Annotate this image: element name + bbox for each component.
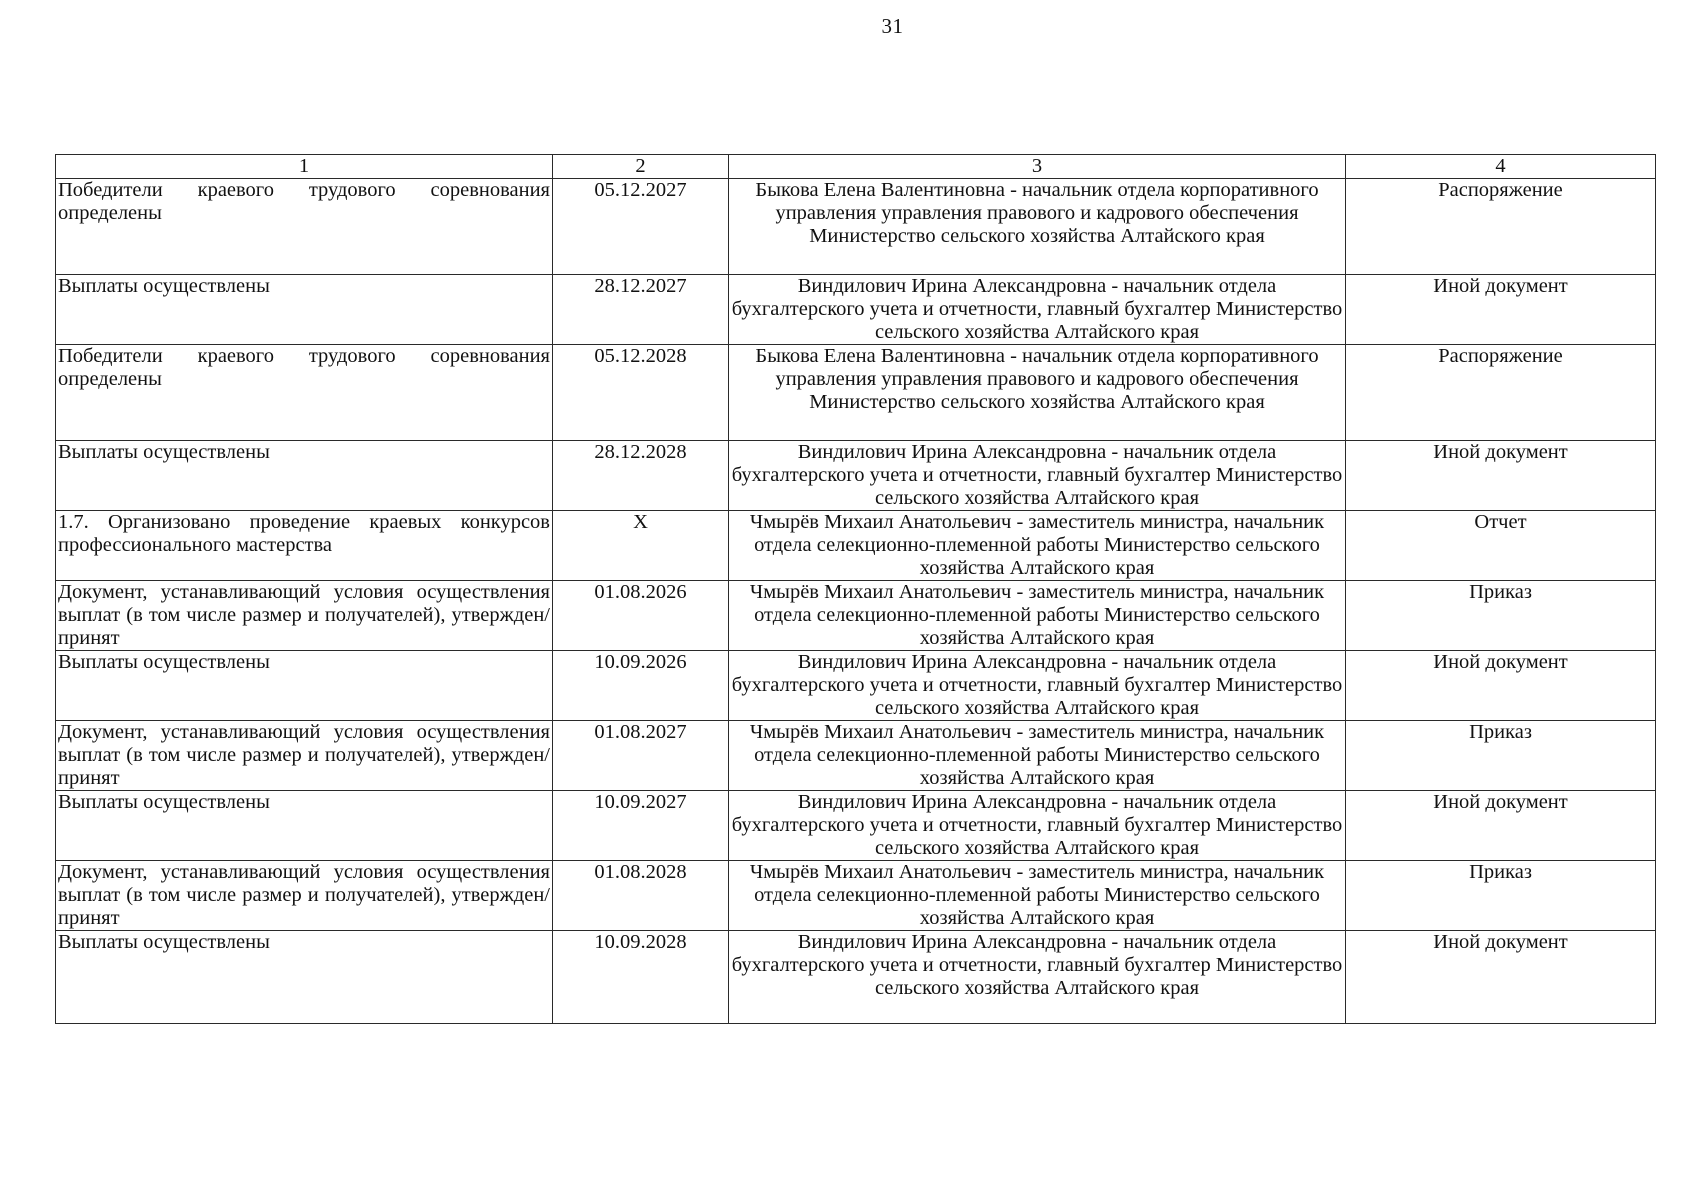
date-cell: 05.12.2028: [553, 345, 729, 441]
result-cell: Победители краевого трудового соревнования определены: [56, 345, 553, 441]
date-cell: X: [553, 511, 729, 581]
table-row: [56, 721, 1656, 791]
responsible-cell: Виндилович Ирина Александровна - начальник отдела бухгалтерского учета и отчетности, главный бухгалтер Министерство сельского хозяйства Алтайского края: [729, 791, 1346, 861]
table-row: [56, 441, 1656, 511]
responsible-cell: Чмырёв Михаил Анатольевич - заместитель министра, начальник отдела селекционно-племенной работы Министерство сельского хозяйства Алтайского края: [729, 511, 1346, 581]
responsible-cell: Виндилович Ирина Александровна - начальник отдела бухгалтерского учета и отчетности, главный бухгалтер Министерство сельского хозяйства Алтайского края: [729, 651, 1346, 721]
document-type-cell: Отчет: [1346, 511, 1656, 581]
responsible-cell: Виндилович Ирина Александровна - начальник отдела бухгалтерского учета и отчетности, главный бухгалтер Министерство сельского хозяйства Алтайского края: [729, 931, 1346, 1024]
result-cell: Победители краевого трудового соревнования определены: [56, 179, 553, 275]
responsible-cell: Чмырёв Михаил Анатольевич - заместитель министра, начальник отдела селекционно-племенной работы Министерство сельского хозяйства Алтайского края: [729, 721, 1346, 791]
table-row: [56, 581, 1656, 651]
date-cell: 28.12.2028: [553, 441, 729, 511]
result-cell: Документ, устанавливающий условия осуществления выплат (в том числе размер и получателей), утвержден/принят: [56, 581, 553, 651]
document-type-cell: Распоряжение: [1346, 179, 1656, 275]
date-cell: 10.09.2028: [553, 931, 729, 1024]
plan-table: [55, 154, 1656, 1024]
table-row: [56, 345, 1656, 441]
document-type-cell: Иной документ: [1346, 931, 1656, 1024]
document-type-cell: Приказ: [1346, 861, 1656, 931]
date-cell: 01.08.2027: [553, 721, 729, 791]
responsible-cell: Быкова Елена Валентиновна - начальник отдела корпоративного управления управления правового и кадрового обеспечения Министерство сельского хозяйства Алтайского края: [729, 179, 1346, 275]
table-row: [56, 511, 1656, 581]
responsible-cell: Чмырёв Михаил Анатольевич - заместитель министра, начальник отдела селекционно-племенной работы Министерство сельского хозяйства Алтайского края: [729, 581, 1346, 651]
table-row: [56, 931, 1656, 1024]
date-cell: 01.08.2026: [553, 581, 729, 651]
document-type-cell: Иной документ: [1346, 791, 1656, 861]
result-cell: Документ, устанавливающий условия осуществления выплат (в том числе размер и получателей), утвержден/принят: [56, 861, 553, 931]
table-row: [56, 861, 1656, 931]
date-cell: 10.09.2027: [553, 791, 729, 861]
responsible-cell: Быкова Елена Валентиновна - начальник отдела корпоративного управления управления правового и кадрового обеспечения Министерство сельского хозяйства Алтайского края: [729, 345, 1346, 441]
date-cell: 05.12.2027: [553, 179, 729, 275]
header-cell: 4: [1346, 155, 1656, 179]
table-row: [56, 275, 1656, 345]
date-cell: 01.08.2028: [553, 861, 729, 931]
header-cell: 2: [553, 155, 729, 179]
table-row: [56, 179, 1656, 275]
table-header-row: [56, 155, 1656, 179]
document-type-cell: Распоряжение: [1346, 345, 1656, 441]
header-cell: 1: [56, 155, 553, 179]
document-type-cell: Приказ: [1346, 581, 1656, 651]
result-cell: 1.7. Организовано проведение краевых конкурсов профессионального мастерства: [56, 511, 553, 581]
result-cell: Выплаты осуществлены: [56, 275, 553, 345]
result-cell: Выплаты осуществлены: [56, 441, 553, 511]
responsible-cell: Виндилович Ирина Александровна - начальник отдела бухгалтерского учета и отчетности, главный бухгалтер Министерство сельского хозяйства Алтайского края: [729, 441, 1346, 511]
result-cell: Выплаты осуществлены: [56, 791, 553, 861]
document-type-cell: Иной документ: [1346, 441, 1656, 511]
page-number: 31: [881, 14, 904, 38]
header-cell: 3: [729, 155, 1346, 179]
table-row: [56, 791, 1656, 861]
result-cell: Документ, устанавливающий условия осуществления выплат (в том числе размер и получателей), утвержден/принят: [56, 721, 553, 791]
date-cell: 28.12.2027: [553, 275, 729, 345]
responsible-cell: Чмырёв Михаил Анатольевич - заместитель министра, начальник отдела селекционно-племенной работы Министерство сельского хозяйства Алтайского края: [729, 861, 1346, 931]
date-cell: 10.09.2026: [553, 651, 729, 721]
responsible-cell: Виндилович Ирина Александровна - начальник отдела бухгалтерского учета и отчетности, главный бухгалтер Министерство сельского хозяйства Алтайского края: [729, 275, 1346, 345]
document-type-cell: Иной документ: [1346, 651, 1656, 721]
document-type-cell: Приказ: [1346, 721, 1656, 791]
table-row: [56, 651, 1656, 721]
document-type-cell: Иной документ: [1346, 275, 1656, 345]
result-cell: Выплаты осуществлены: [56, 651, 553, 721]
result-cell: Выплаты осуществлены: [56, 931, 553, 1024]
